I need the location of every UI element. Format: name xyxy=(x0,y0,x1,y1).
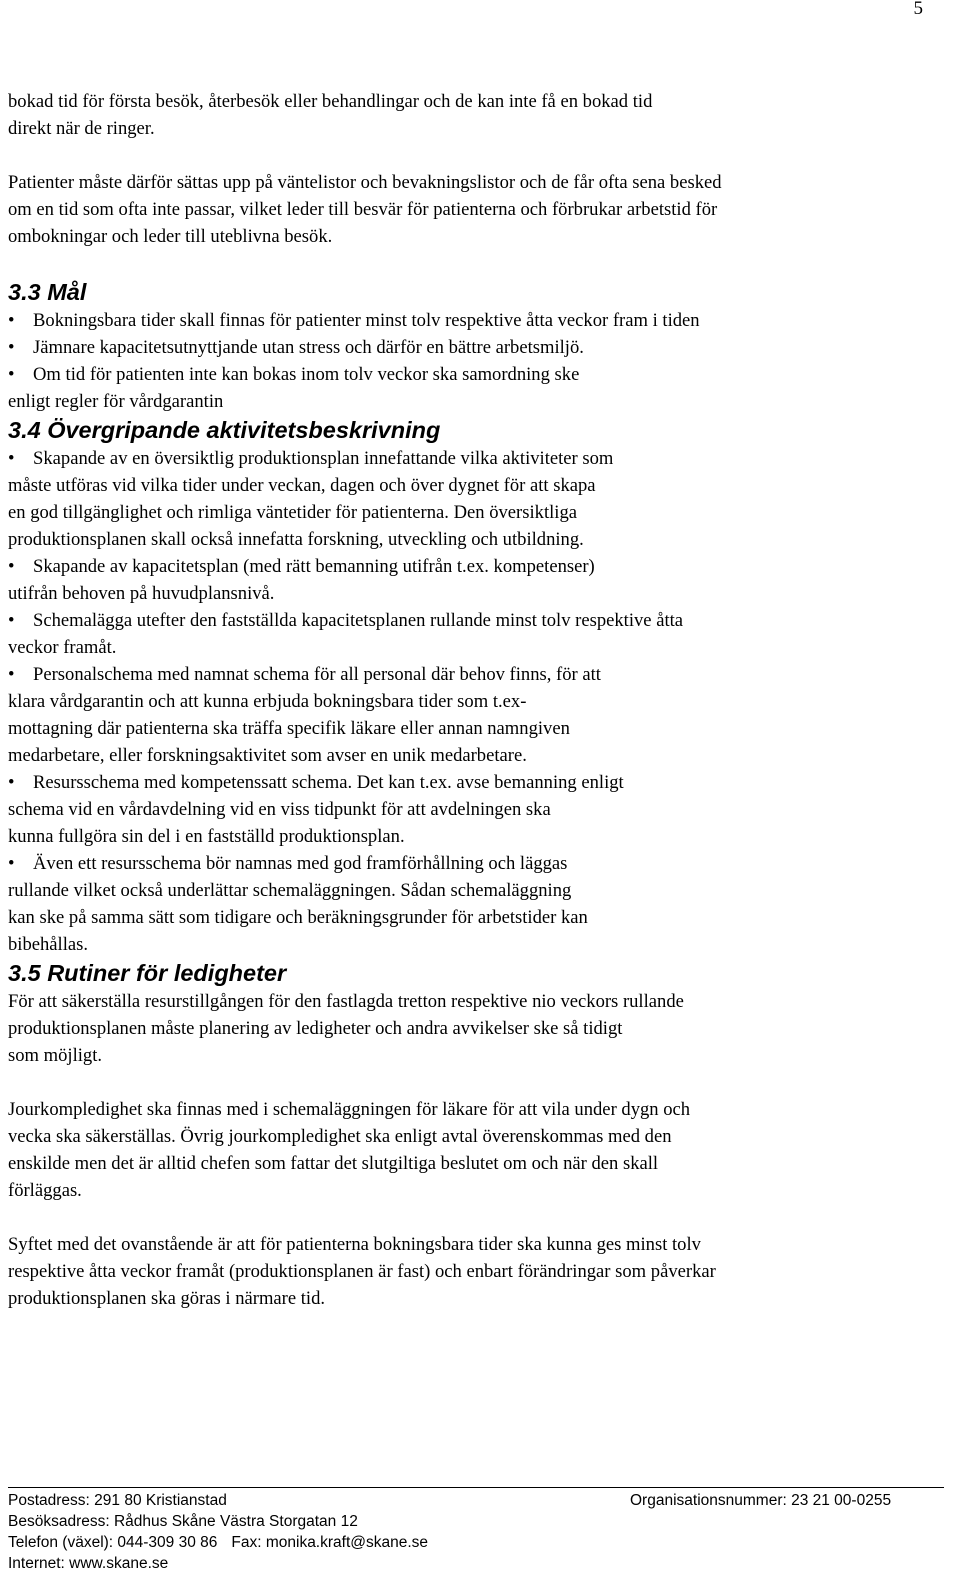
list-item-continuation: utifrån behoven på huvudplansnivå. xyxy=(8,583,275,604)
text-line: direkt när de ringer. xyxy=(8,118,155,139)
list-item-text: Skapande av kapacitetsplan (med rätt bemanning utifrån t.ex. kompetenser) xyxy=(33,556,595,577)
list-item xyxy=(8,445,938,472)
list-item-continuation: produktionsplanen skall också innefatta forskning, utveckling och utbildning. xyxy=(8,529,584,550)
list-item-text: Jämnare kapacitetsutnyttjande utan stress och därför en bättre arbetsmiljö. xyxy=(33,337,584,358)
leave-paragraph-3 xyxy=(8,1231,938,1312)
list-item-continuation: måste utföras vid vilka tider under veckan, dagen och över dygnet för att skapa xyxy=(8,475,596,496)
phone-number: Telefon (växel): 044-309 30 86 xyxy=(8,1534,218,1551)
list-item-text: Resursschema med kompetenssatt schema. Det kan t.ex. avse bemanning enligt xyxy=(33,772,624,793)
leave-paragraph-2 xyxy=(8,1096,938,1204)
list-item-continuation: schema vid en vårdavdelning vid en viss tidpunkt för att avdelningen ska xyxy=(8,799,551,820)
page-footer xyxy=(8,1490,944,1574)
list-item-continuation: kan ske på samma sätt som tidigare och beräkningsgrunder för arbetstider kan xyxy=(8,907,588,928)
footer-row xyxy=(8,1511,944,1532)
bullet-icon: • xyxy=(8,364,15,385)
page-number: 5 xyxy=(913,0,923,19)
list-item-text: Även ett resursschema bör namnas med god framförhållning och läggas xyxy=(33,853,568,874)
footer-row xyxy=(8,1553,944,1574)
bullet-icon: • xyxy=(8,664,15,685)
list-item xyxy=(8,361,938,388)
text-line: För att säkerställa resurstillgången för den fastlagda tretton respektive nio veckors rullande xyxy=(8,991,684,1012)
bullet-icon: • xyxy=(8,310,15,331)
list-item-text: Bokningsbara tider skall finnas för patienter minst tolv respektive åtta veckor fram i tiden xyxy=(33,310,700,331)
section-heading-3-4: 3.4 Övergripande aktivitetsbeskrivning xyxy=(8,417,441,443)
list-item-continuation: medarbetare, eller forskningsaktivitet som avser en unik medarbetare. xyxy=(8,745,527,766)
list-item-text: Skapande av en översiktlig produktionsplan innefattande vilka aktiviteter som xyxy=(33,448,614,469)
goals-list xyxy=(8,307,938,415)
list-item xyxy=(8,553,938,580)
text-line: Syftet med det ovanstående är att för patienterna bokningsbara tider ska kunna ges minst tolv xyxy=(8,1234,701,1255)
bullet-icon: • xyxy=(8,772,15,793)
bullet-icon: • xyxy=(8,610,15,631)
intro-paragraph-2 xyxy=(8,169,938,250)
website: Internet: www.skane.se xyxy=(8,1555,169,1572)
list-item xyxy=(8,661,938,688)
text-line: om en tid som ofta inte passar, vilket leder till besvär för patienterna och förbrukar arbetstid för xyxy=(8,199,718,220)
text-line: ombokningar och leder till uteblivna besök. xyxy=(8,226,333,247)
visiting-address: Besöksadress: Rådhus Skåne Västra Storgatan 12 xyxy=(8,1513,358,1530)
bullet-icon: • xyxy=(8,853,15,874)
leave-paragraph-1 xyxy=(8,988,938,1069)
bullet-icon: • xyxy=(8,556,15,577)
text-line: förläggas. xyxy=(8,1180,82,1201)
postal-address: Postadress: 291 80 Kristianstad xyxy=(8,1492,227,1509)
list-item-text: Om tid för patienten inte kan bokas inom tolv veckor ska samordning ske xyxy=(33,364,580,385)
text-line: Patienter måste därför sättas upp på väntelistor och bevakningslistor och de får ofta sena besked xyxy=(8,172,722,193)
organisation-number: Organisationsnummer: 23 21 00-0255 xyxy=(630,1492,892,1509)
list-item-text: Schemalägga utefter den fastställda kapacitetsplanen rullande minst tolv respektive åtta xyxy=(33,610,684,631)
list-item-continuation: mottagning där patienterna ska träffa specifik läkare eller annan namngiven xyxy=(8,718,570,739)
text-line: som möjligt. xyxy=(8,1045,103,1066)
footer-row xyxy=(8,1532,944,1553)
section-heading-3-5: 3.5 Rutiner för ledigheter xyxy=(8,960,287,986)
list-item-continuation: klara vårdgarantin och att kunna erbjuda bokningsbara tider som t.ex- xyxy=(8,691,527,712)
list-item xyxy=(8,769,938,796)
list-item xyxy=(8,850,938,877)
list-item-text: Personalschema med namnat schema för all personal där behov finns, för att xyxy=(33,664,601,685)
text-line: vecka ska säkerställas. Övrig jourkompledighet ska enligt avtal överenskommas med den xyxy=(8,1126,672,1147)
text-line: respektive åtta veckor framåt (produktionsplanen är fast) och enbart förändringar som påverkar xyxy=(8,1261,716,1282)
bullet-icon: • xyxy=(8,448,15,469)
intro-paragraph-1 xyxy=(8,88,938,142)
document-body xyxy=(8,88,938,1339)
list-item xyxy=(8,334,938,361)
list-item-continuation: veckor framåt. xyxy=(8,637,117,658)
list-item xyxy=(8,307,938,334)
text-line: bokad tid för första besök, återbesök eller behandlingar och de kan inte få en bokad tid xyxy=(8,91,653,112)
list-item xyxy=(8,607,938,634)
footer-divider xyxy=(8,1487,944,1488)
text-line: produktionsplanen ska göras i närmare tid. xyxy=(8,1288,326,1309)
list-item-continuation: kunna fullgöra sin del i en fastställd produktionsplan. xyxy=(8,826,405,847)
bullet-icon: • xyxy=(8,337,15,358)
list-item-continuation: bibehållas. xyxy=(8,934,89,955)
footer-row xyxy=(8,1490,944,1511)
text-line: enskilde men det är alltid chefen som fattar det slutgiltiga beslutet om och när den skall xyxy=(8,1153,659,1174)
list-item-continuation: rullande vilket också underlättar schemaläggningen. Sådan schemaläggning xyxy=(8,880,572,901)
text-line: produktionsplanen måste planering av ledigheter och andra avvikelser ske så tidigt xyxy=(8,1018,623,1039)
section-heading-3-3: 3.3 Mål xyxy=(8,279,87,305)
list-item-continuation: enligt regler för vårdgarantin xyxy=(8,391,224,412)
text-line: Jourkompledighet ska finnas med i schemaläggningen för läkare för att vila under dygn och xyxy=(8,1099,691,1120)
list-item-continuation: en god tillgänglighet och rimliga väntetider för patienterna. Den översiktliga xyxy=(8,502,577,523)
fax-email: Fax: monika.kraft@skane.se xyxy=(231,1534,429,1551)
activities-list xyxy=(8,445,938,958)
